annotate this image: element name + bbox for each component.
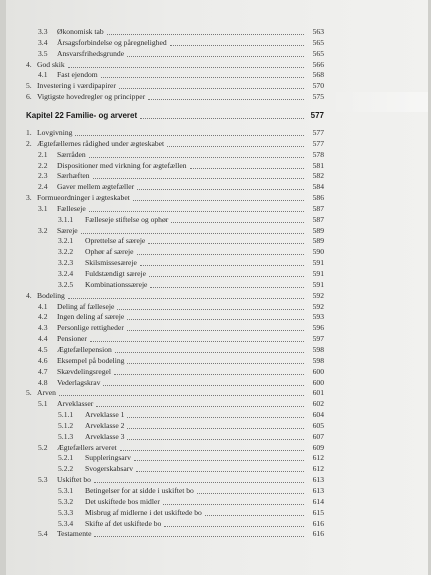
toc-entry-number: 3.2	[38, 225, 48, 235]
dot-leader	[103, 384, 304, 386]
dot-leader	[89, 210, 304, 212]
dot-leader	[101, 76, 304, 78]
toc-entry-number: 4.6	[38, 355, 48, 365]
toc-entry-title: Kombinationssæreje	[85, 279, 148, 289]
toc-entry-title: Arveklasse 2	[85, 420, 125, 430]
toc-entry-number: 4.5	[38, 344, 48, 354]
toc-entry-page: 600	[312, 377, 324, 387]
toc-entry-number: 5.	[26, 388, 32, 398]
toc-entry-title: Arven	[37, 388, 56, 398]
toc-entry-number: 4.3	[38, 323, 48, 333]
toc-entry-page: 590	[312, 247, 324, 257]
toc-entry	[6, 49, 428, 59]
toc-entry	[6, 150, 428, 160]
toc-entry-title: Ægtefællernes rådighed under ægteskabet	[37, 138, 165, 148]
toc-entry-number: 5.3.4	[58, 518, 74, 528]
dot-leader	[137, 188, 304, 190]
toc-entry	[6, 345, 428, 355]
toc-entry-page: 616	[312, 518, 324, 528]
dot-leader	[94, 535, 304, 537]
toc-entry-page: 591	[312, 279, 324, 289]
toc-entry	[6, 443, 428, 453]
toc-entry-page: 615	[312, 507, 324, 517]
toc-entry-page: 575	[312, 92, 324, 102]
toc-entry-page: 570	[312, 81, 324, 91]
dot-leader	[107, 33, 304, 35]
toc-entry-title: Eksempel på bodeling	[57, 355, 125, 365]
toc-entry-page: 581	[312, 160, 324, 170]
toc-entry-page: 593	[312, 312, 324, 322]
toc-entry-page: 577	[310, 110, 324, 120]
toc-entry	[6, 497, 428, 507]
toc-entry-number: 3.1.1	[58, 214, 74, 224]
toc-entry-title: Betingelser for at sidde i uskiftet bo	[85, 486, 194, 495]
toc-entry-title: Ægtefællers arveret	[57, 442, 117, 452]
toc-entry-page: 568	[312, 70, 324, 80]
toc-entry-number: 4.7	[38, 366, 48, 376]
dot-leader	[134, 459, 304, 461]
toc-entry	[6, 453, 428, 463]
toc-entry	[6, 529, 428, 539]
toc-entry	[6, 171, 428, 181]
toc-entry-title: Deling af fælleseje	[57, 301, 115, 311]
toc-entry-page: 591	[312, 258, 324, 268]
toc-entry-title: Arveklasse 3	[85, 431, 125, 441]
toc-entry-title: Testamente	[57, 529, 92, 539]
toc-entry	[6, 60, 428, 70]
toc-entry-number: 4.1	[38, 70, 48, 80]
toc-entry-page: 597	[312, 334, 324, 344]
toc-entry-page: 612	[312, 453, 324, 463]
toc-entry-page: 577	[312, 138, 324, 148]
toc-entry	[6, 204, 428, 214]
toc-entry	[6, 334, 428, 344]
toc-entry-title: Ophør af særeje	[85, 247, 134, 257]
toc-entry-number: 5.1.1	[58, 410, 74, 420]
toc-entry-number: 3.2.3	[58, 258, 74, 268]
toc-entry	[6, 323, 428, 333]
toc-entry-number: 3.	[26, 193, 32, 203]
toc-entry-page: 600	[312, 366, 324, 376]
dot-leader	[127, 416, 304, 418]
toc-entry-title: Ansvarsfrihedsgrunde	[57, 48, 125, 58]
toc-entry	[6, 367, 428, 377]
dot-leader	[163, 503, 304, 505]
dot-leader	[127, 318, 304, 320]
toc-entry-page: 586	[312, 193, 324, 203]
toc-entry-page: 613	[312, 475, 324, 485]
toc-entry	[6, 356, 428, 366]
toc-entry	[6, 161, 428, 171]
toc-entry-page: 584	[312, 182, 324, 192]
toc-entry	[6, 410, 428, 420]
toc-entry-number: 5.4	[38, 529, 48, 539]
toc-entry	[6, 128, 428, 138]
dot-leader	[127, 438, 304, 440]
toc-entry-page: 591	[312, 269, 324, 278]
dot-leader	[140, 264, 304, 266]
dot-leader	[75, 134, 304, 136]
toc-entry-number: 5.3.2	[58, 496, 74, 506]
toc-entry-page: 577	[312, 127, 324, 137]
toc-entry	[6, 258, 428, 268]
dot-leader	[170, 44, 304, 46]
dot-leader	[136, 470, 304, 472]
toc-entry-number: 3.2.1	[58, 236, 74, 246]
toc-entry-title: Misbrug af midlerne i det uskiftede bo	[85, 507, 202, 517]
toc-entry	[6, 486, 428, 496]
toc-entry	[6, 182, 428, 192]
toc-entry-number: 3.5	[38, 48, 48, 58]
toc-entry-page: 566	[312, 59, 324, 69]
dot-leader	[148, 242, 304, 244]
toc-entry-title: Skifte af det uskiftede bo	[85, 518, 162, 528]
toc-entry-page: 598	[312, 344, 324, 354]
dot-leader	[119, 87, 304, 89]
dot-leader	[171, 221, 304, 223]
toc-entry	[6, 399, 428, 409]
toc-entry-number: 5.3.1	[58, 486, 74, 495]
toc-entry	[6, 508, 428, 518]
toc-entry-number: 4.4	[38, 334, 48, 344]
toc-entry-number: 2.4	[38, 182, 48, 192]
toc-entry-number: 2.1	[38, 149, 48, 159]
toc-entry-title: Vigtigste hovedregler og principper	[37, 92, 146, 102]
toc-entry	[6, 432, 428, 442]
toc-entry	[6, 236, 428, 246]
dot-leader	[205, 514, 304, 516]
dot-leader	[164, 525, 304, 527]
toc-entry-number: 2.2	[38, 160, 48, 170]
toc-entry-number: 1.	[26, 127, 32, 137]
toc-entry	[6, 388, 428, 398]
toc-entry	[6, 475, 428, 485]
toc-entry-title: Kapitel 22 Familie- og arveret	[26, 110, 138, 120]
toc-entry-number: 5.1.2	[58, 420, 74, 430]
toc-entry-number: 5.1.3	[58, 431, 74, 441]
toc-entry	[6, 519, 428, 529]
toc-entry-number: 2.3	[38, 171, 48, 181]
toc-entry-page: 587	[312, 203, 324, 213]
toc-entry-number: 2.	[26, 138, 32, 148]
toc-entry	[6, 280, 428, 290]
toc-entry-page: 592	[312, 301, 324, 311]
toc-entry	[6, 302, 428, 312]
toc-entry-number: 3.2.2	[58, 247, 74, 257]
toc-entry	[6, 193, 428, 203]
toc-entry-title: Ingen deling af særeje	[57, 312, 125, 322]
dot-leader	[114, 373, 304, 375]
toc-entry-title: Skilsmissesæreje	[85, 258, 137, 268]
toc-entry-page: 589	[312, 236, 324, 246]
dot-leader	[68, 66, 304, 68]
toc-entry-number: 5.3	[38, 475, 48, 485]
toc-entry-page: 565	[312, 37, 324, 47]
page-glare	[328, 92, 428, 112]
toc-entry-title: Lovgivning	[37, 127, 73, 137]
dot-leader	[89, 156, 304, 158]
dot-leader	[150, 286, 304, 288]
toc-entry-page: 602	[312, 399, 324, 409]
toc-entry	[6, 139, 428, 149]
toc-entry-page: 596	[312, 323, 324, 333]
toc-entry	[6, 215, 428, 225]
toc-entry-page: 578	[312, 149, 324, 159]
toc-entry-page: 604	[312, 410, 324, 420]
toc-entry-number: 4.2	[38, 312, 48, 322]
dot-leader	[127, 427, 304, 429]
toc-entry-number: 3.3	[38, 27, 48, 36]
toc-entry-title: Årsagsforbindelse og påregnelighed	[57, 37, 167, 47]
toc-entry-page: 601	[312, 388, 324, 398]
toc-entry-page: 565	[312, 48, 324, 58]
toc-entry-title: Dispositioner med virkning for ægtefællen	[57, 160, 187, 170]
toc-entry-title: Særeje	[57, 225, 78, 235]
toc-entry	[6, 70, 428, 80]
dot-leader	[127, 362, 304, 364]
toc-entry-number: 3.2.4	[58, 269, 74, 278]
toc-entry-page: 582	[312, 171, 324, 181]
toc-entry-title: Fast ejendom	[57, 70, 98, 80]
toc-entry	[6, 378, 428, 388]
toc-entry-page: 592	[312, 290, 324, 300]
dot-leader	[148, 98, 304, 100]
toc-entry-title: Vederlagskrav	[57, 377, 101, 387]
toc-entry-number: 3.4	[38, 37, 48, 47]
toc-entry-title: Ægtefællepension	[57, 344, 112, 354]
dot-leader	[127, 329, 304, 331]
toc-entry-number: 3.1	[38, 203, 48, 213]
toc-entry	[6, 291, 428, 301]
toc-entry-page: 612	[312, 464, 324, 474]
dot-leader	[68, 297, 304, 299]
toc-entry-number: 5.3.3	[58, 507, 74, 517]
toc-entry-title: Arveklasse 1	[85, 410, 125, 420]
toc-entry-number: 5.2	[38, 442, 48, 452]
dot-leader	[59, 394, 304, 396]
dot-leader	[127, 55, 304, 57]
toc-entry-number: 4.	[26, 290, 32, 300]
dot-leader	[137, 253, 304, 255]
toc-entry-number: 4.1	[38, 301, 48, 311]
toc-entry-page: 589	[312, 225, 324, 235]
toc-entry-page: 605	[312, 420, 324, 430]
toc-entry	[6, 464, 428, 474]
dot-leader	[140, 117, 304, 119]
toc-entry	[6, 27, 428, 37]
dot-leader	[93, 177, 304, 179]
toc-entry-title: Pensioner	[57, 334, 87, 344]
toc-entry-page: 609	[312, 442, 324, 452]
dot-leader	[190, 167, 304, 169]
toc-entry-number: 5.	[26, 81, 32, 91]
dot-leader	[133, 199, 304, 201]
dot-leader	[197, 492, 304, 494]
dot-leader	[90, 340, 304, 342]
toc-entry-page: 614	[312, 496, 324, 506]
toc-entry-page: 563	[312, 27, 324, 36]
toc-entry	[6, 247, 428, 257]
toc-entry-page: 613	[312, 486, 324, 495]
toc-entry-title: Bodeling	[37, 290, 65, 300]
toc-entry-number: 4.8	[38, 377, 48, 387]
toc-entry-title: Økonomisk tab	[57, 27, 104, 36]
toc-entry	[6, 421, 428, 431]
toc-entry-number: 6.	[26, 92, 32, 102]
toc-entry-title: Personlige rettigheder	[57, 323, 124, 333]
toc-entry	[6, 312, 428, 322]
toc-entry-title: Gaver mellem ægtefæller	[57, 182, 135, 192]
toc-entry-number: 5.2.2	[58, 464, 74, 474]
toc-entry-title: Fuldstændigt særeje	[85, 269, 146, 278]
toc-entry-title: Svogerskabsarv	[85, 464, 134, 474]
toc-entry-title: Oprettelse af særeje	[85, 236, 146, 246]
toc-entry-title: Særråden	[57, 149, 86, 159]
dot-leader	[115, 351, 304, 353]
toc-entry-title: Suppleringsarv	[85, 453, 131, 463]
dot-leader	[149, 275, 304, 277]
toc-entry-title: Arveklasser	[57, 399, 94, 409]
toc-entry	[6, 38, 428, 48]
toc-entry-title: God skik	[37, 59, 65, 69]
toc-entry-page: 587	[312, 214, 324, 224]
toc-entry-title: Formueordninger i ægteskabet	[37, 193, 130, 203]
dot-leader	[167, 145, 304, 147]
toc-entry-title: Skævdelingsregel	[57, 366, 111, 376]
toc-entry	[6, 269, 428, 279]
toc-entry-title: Det uskiftede bos midler	[85, 496, 160, 506]
toc-entry-page: 616	[312, 529, 324, 539]
toc-entry-title: Fælleseje	[57, 203, 86, 213]
dot-leader	[117, 308, 304, 310]
toc-entry-title: Fælleseje stiftelse og ophør	[85, 214, 169, 224]
toc-entry-number: 5.2.1	[58, 453, 74, 463]
book-page	[6, 0, 428, 575]
toc-entry-title: Investering i værdipapirer	[37, 81, 116, 91]
toc-entry-number: 3.2.5	[58, 279, 74, 289]
toc-entry	[6, 226, 428, 236]
toc-entry-title: Uskiftet bo	[57, 475, 91, 485]
toc-entry	[6, 81, 428, 91]
toc-entry-title: Særhæften	[57, 171, 90, 181]
toc-entry-number: 5.1	[38, 399, 48, 409]
dot-leader	[96, 405, 304, 407]
dot-leader	[81, 232, 304, 234]
dot-leader	[120, 449, 304, 451]
dot-leader	[94, 481, 304, 483]
toc-entry-page: 607	[312, 431, 324, 441]
toc-entry-page: 598	[312, 355, 324, 365]
toc-entry-number: 4.	[26, 59, 32, 69]
chapter-heading	[6, 111, 428, 121]
